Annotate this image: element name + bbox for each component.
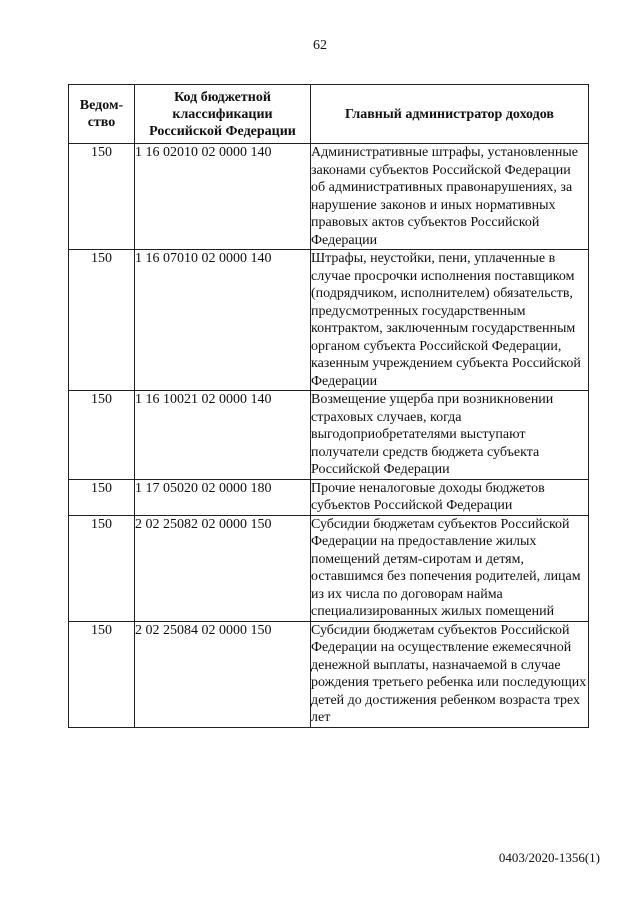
table-header-row [69,85,589,144]
cell-dept: 150 [69,391,135,480]
table-row [69,391,589,480]
cell-code: 2 02 25082 02 0000 150 [135,515,311,621]
header-code: Код бюджетной классификации Российской Федерации [135,85,311,144]
cell-dept: 150 [69,479,135,515]
header-dept: Ведом-ство [69,85,135,144]
cell-dept: 150 [69,515,135,621]
header-admin: Главный администратор доходов [311,85,589,144]
table-row [69,144,589,250]
document-id: 0403/2020-1356(1) [498,850,600,865]
cell-description: Административные штрафы, установленные законами субъектов Российской Федерации об административных правонарушениях, за нарушение законов и иных нормативных правовых актов субъектов Российской Федерации [311,144,589,250]
cell-description: Возмещение ущерба при возникновении страховых случаев, когда выгодоприобретателями выступают получатели средств бюджета субъекта Российской Федерации [311,391,589,480]
cell-description: Субсидии бюджетам субъектов Российской Федерации на осуществление ежемесячной денежной выплаты, назначаемой в случае рождения третьего ребенка или последующих детей до достижения ребенком возраста трех лет [311,621,589,727]
table-row [69,479,589,515]
page-number: 62 [313,38,327,53]
cell-dept: 150 [69,250,135,391]
cell-code: 2 02 25084 02 0000 150 [135,621,311,727]
cell-dept: 150 [69,621,135,727]
cell-description: Субсидии бюджетам субъектов Российской Федерации на предоставление жилых помещений детям-сиротам и детям, оставшимся без попечения родителей, лицам из их числа по договорам найма специализированных жилых помещений [311,515,589,621]
cell-description: Штрафы, неустойки, пени, уплаченные в случае просрочки исполнения поставщиком (подрядчиком, исполнителем) обязательств, предусмотренных государственным контрактом, заключенным государственным органом субъекта Российской Федерации, казенным учреждением субъекта Российской Федерации [311,250,589,391]
cell-code: 1 16 07010 02 0000 140 [135,250,311,391]
cell-dept: 150 [69,144,135,250]
table-row [69,250,589,391]
cell-code: 1 16 02010 02 0000 140 [135,144,311,250]
table-row [69,621,589,727]
cell-code: 1 17 05020 02 0000 180 [135,479,311,515]
table-row [69,515,589,621]
cell-code: 1 16 10021 02 0000 140 [135,391,311,480]
cell-description: Прочие неналоговые доходы бюджетов субъектов Российской Федерации [311,479,589,515]
budget-classification-table [68,84,589,728]
